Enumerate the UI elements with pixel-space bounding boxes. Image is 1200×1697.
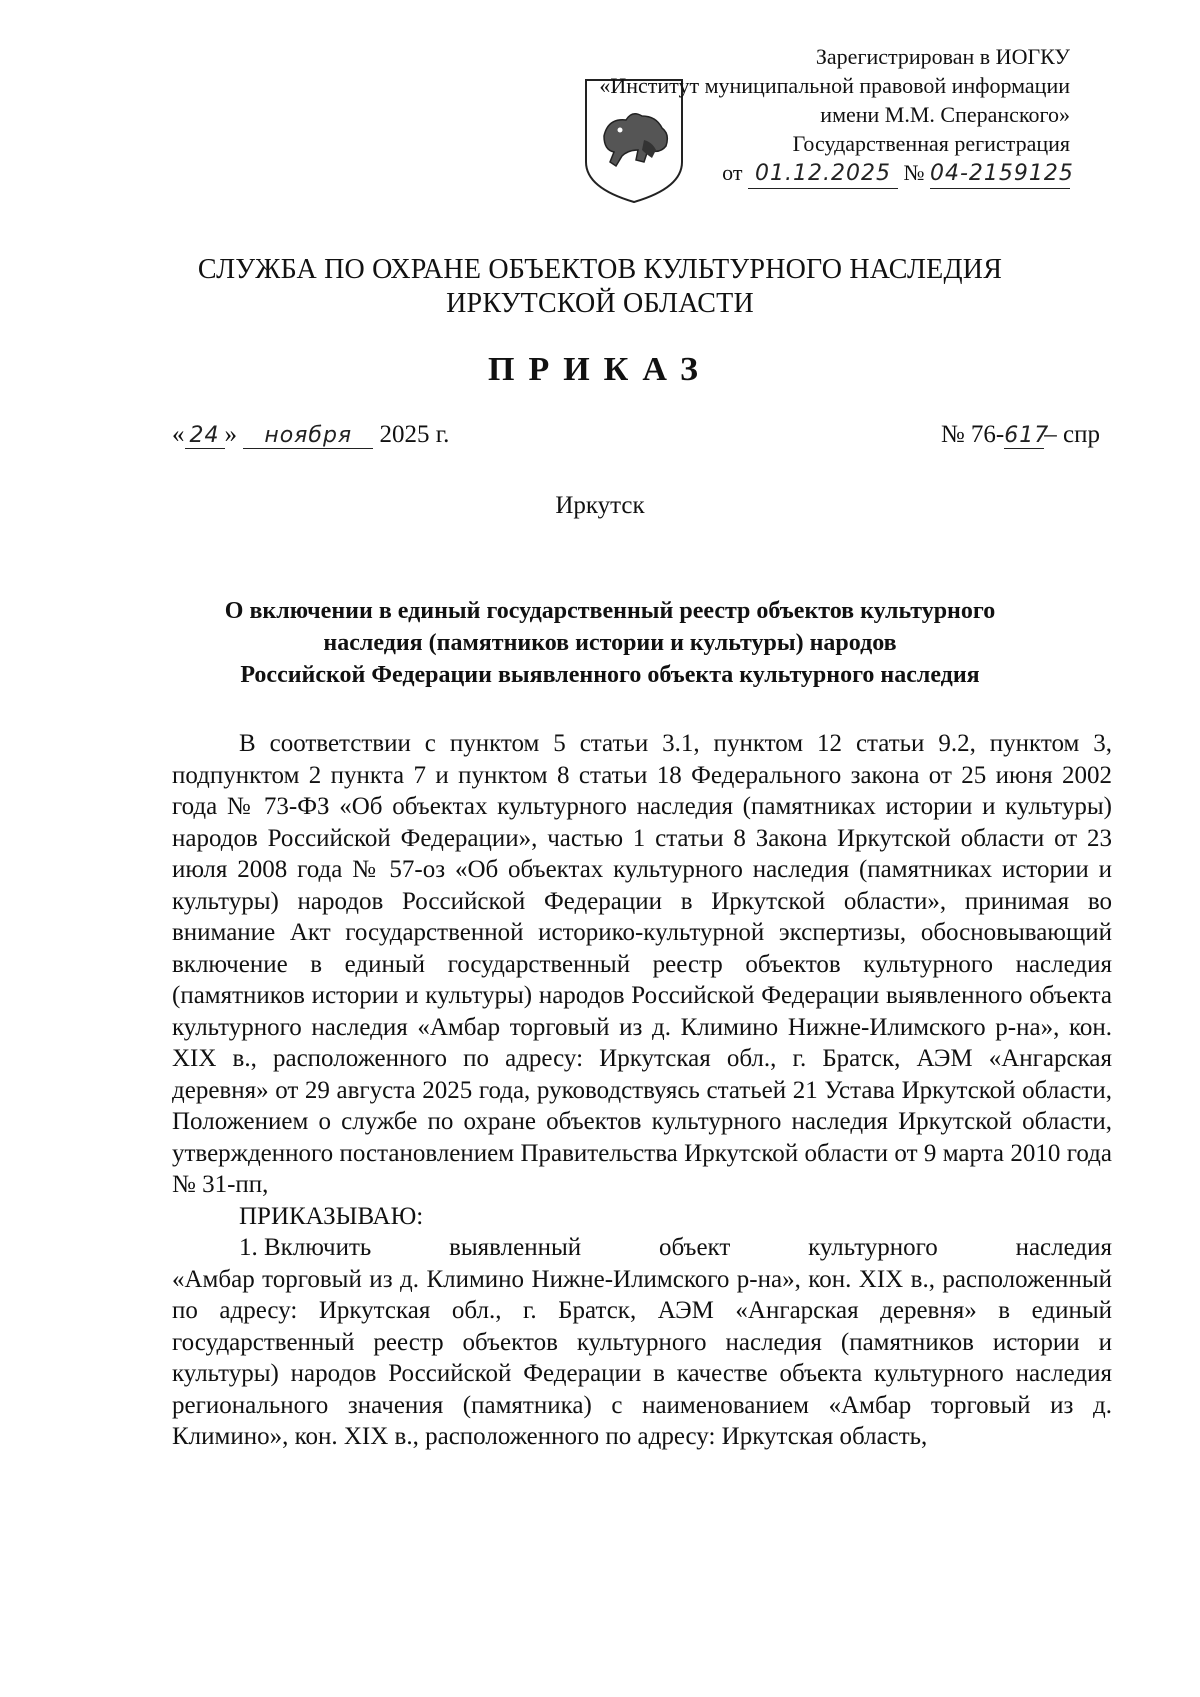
registration-date: 01.12.2025 (748, 159, 898, 189)
date-close-quote: » (224, 421, 237, 448)
agency-name (0, 253, 1200, 321)
order-number-value: 617 (1004, 423, 1050, 448)
registration-number: 04-2159125 (930, 159, 1070, 189)
registration-number-label: № (903, 160, 925, 185)
item-1-word-1: 1. Включить (239, 1234, 372, 1261)
subject-line-1: О включении в единый государственный реестр объектов культурного (224, 598, 996, 624)
date-year: 2025 г. (379, 421, 450, 448)
city: Иркутск (555, 492, 645, 519)
registration-line-3: имени М.М. Сперанского» (820, 102, 1070, 127)
item-1-word-4: культурного (808, 1234, 938, 1261)
item-1-word-2: выявленный (449, 1234, 582, 1261)
registration-line-1: Зарегистрирован в ИОГКУ (815, 44, 1070, 69)
order-word: ПРИКАЗЫВАЮ: (239, 1202, 424, 1230)
item-1-paragraph: «Амбар торговый из д. Климино Нижне-Илимского р-на», кон. XIX в., расположенный по адресу: Иркутская обл., г. Братск, АЭМ «Ангарская деревня» в единый государственный реестр объектов культурного наследия (памятников истории и культуры) народов Российской Федерации в качестве объекта культурного наследия регионального значения (памятника) с наименованием «Амбар торговый из д. Климино», кон. XIX в., расположенного по адресу: Иркутская область, (172, 1265, 1112, 1450)
order-subject (140, 595, 1080, 691)
date-month: ноября (243, 423, 373, 449)
registration-line-4: Государственная регистрация (792, 131, 1070, 156)
order-title: ПРИКАЗ (488, 351, 712, 388)
item-1-word-5: наследия (1015, 1234, 1112, 1261)
registration-line-2: «Институт муниципальной правовой информации (599, 73, 1070, 98)
item-1-word-3: объект (658, 1234, 731, 1261)
subject-line-3: Российской Федерации выявленного объекта культурного наследия (240, 662, 980, 688)
order-number-suffix: – спр (1044, 421, 1100, 448)
order-date (172, 421, 449, 449)
preamble-paragraph: В соответствии с пунктом 5 статьи 3.1, пунктом 12 статьи 9.2, пунктом 3, подпунктом 2 пункта 7 и пунктом 8 статьи 18 Федерального закона от 25 июня 2002 года № 73-ФЗ «Об объектах культурного наследия (памятниках истории и культуры) народов Российской Федерации», частью 1 статьи 8 Закона Иркутской области от 23 июля 2008 года № 57-оз «Об объектах культурного наследия (памятниках истории и культуры) народов Российской Федерации в Иркутской области», принимая во внимание Акт государственной историко-культурной экспертизы, обосновывающий включение в единый государственный реестр объектов культурного наследия (памятников истории и культуры) народов Российской Федерации выявленного объекта культурного наследия «Амбар торговый из д. Климино Нижне-Илимского р-на», кон. XIX в., расположенного по адресу: Иркутская обл., г. Братск, АЭМ «Ангарская деревня» от 29 августа 2025 года, руководствуясь статьей 21 Устава Иркутской области, Положением о службе по охране объектов культурного наследия Иркутской области, утвержденного постановлением Правительства Иркутской области от 9 марта 2010 года № 31-пп, (172, 730, 1112, 1198)
item-1-first-line (172, 1232, 1112, 1264)
subject-line-2: наследия (памятников истории и культуры) народов (323, 630, 897, 656)
order-body (172, 728, 1112, 1453)
registration-date-number (550, 158, 1074, 189)
order-number (941, 421, 1100, 449)
registration-stamp (550, 42, 1074, 189)
agency-name-line-2: ИРКУТСКОЙ ОБЛАСТИ (446, 288, 754, 319)
date-day: 24 (185, 423, 225, 449)
agency-name-line-1: СЛУЖБА ПО ОХРАНЕ ОБЪЕКТОВ КУЛЬТУРНОГО НАСЛЕДИЯ (197, 254, 1003, 285)
registration-from-label: от (722, 160, 743, 185)
date-open-quote: « (172, 421, 185, 448)
order-number-prefix: № 76- (940, 421, 1005, 448)
